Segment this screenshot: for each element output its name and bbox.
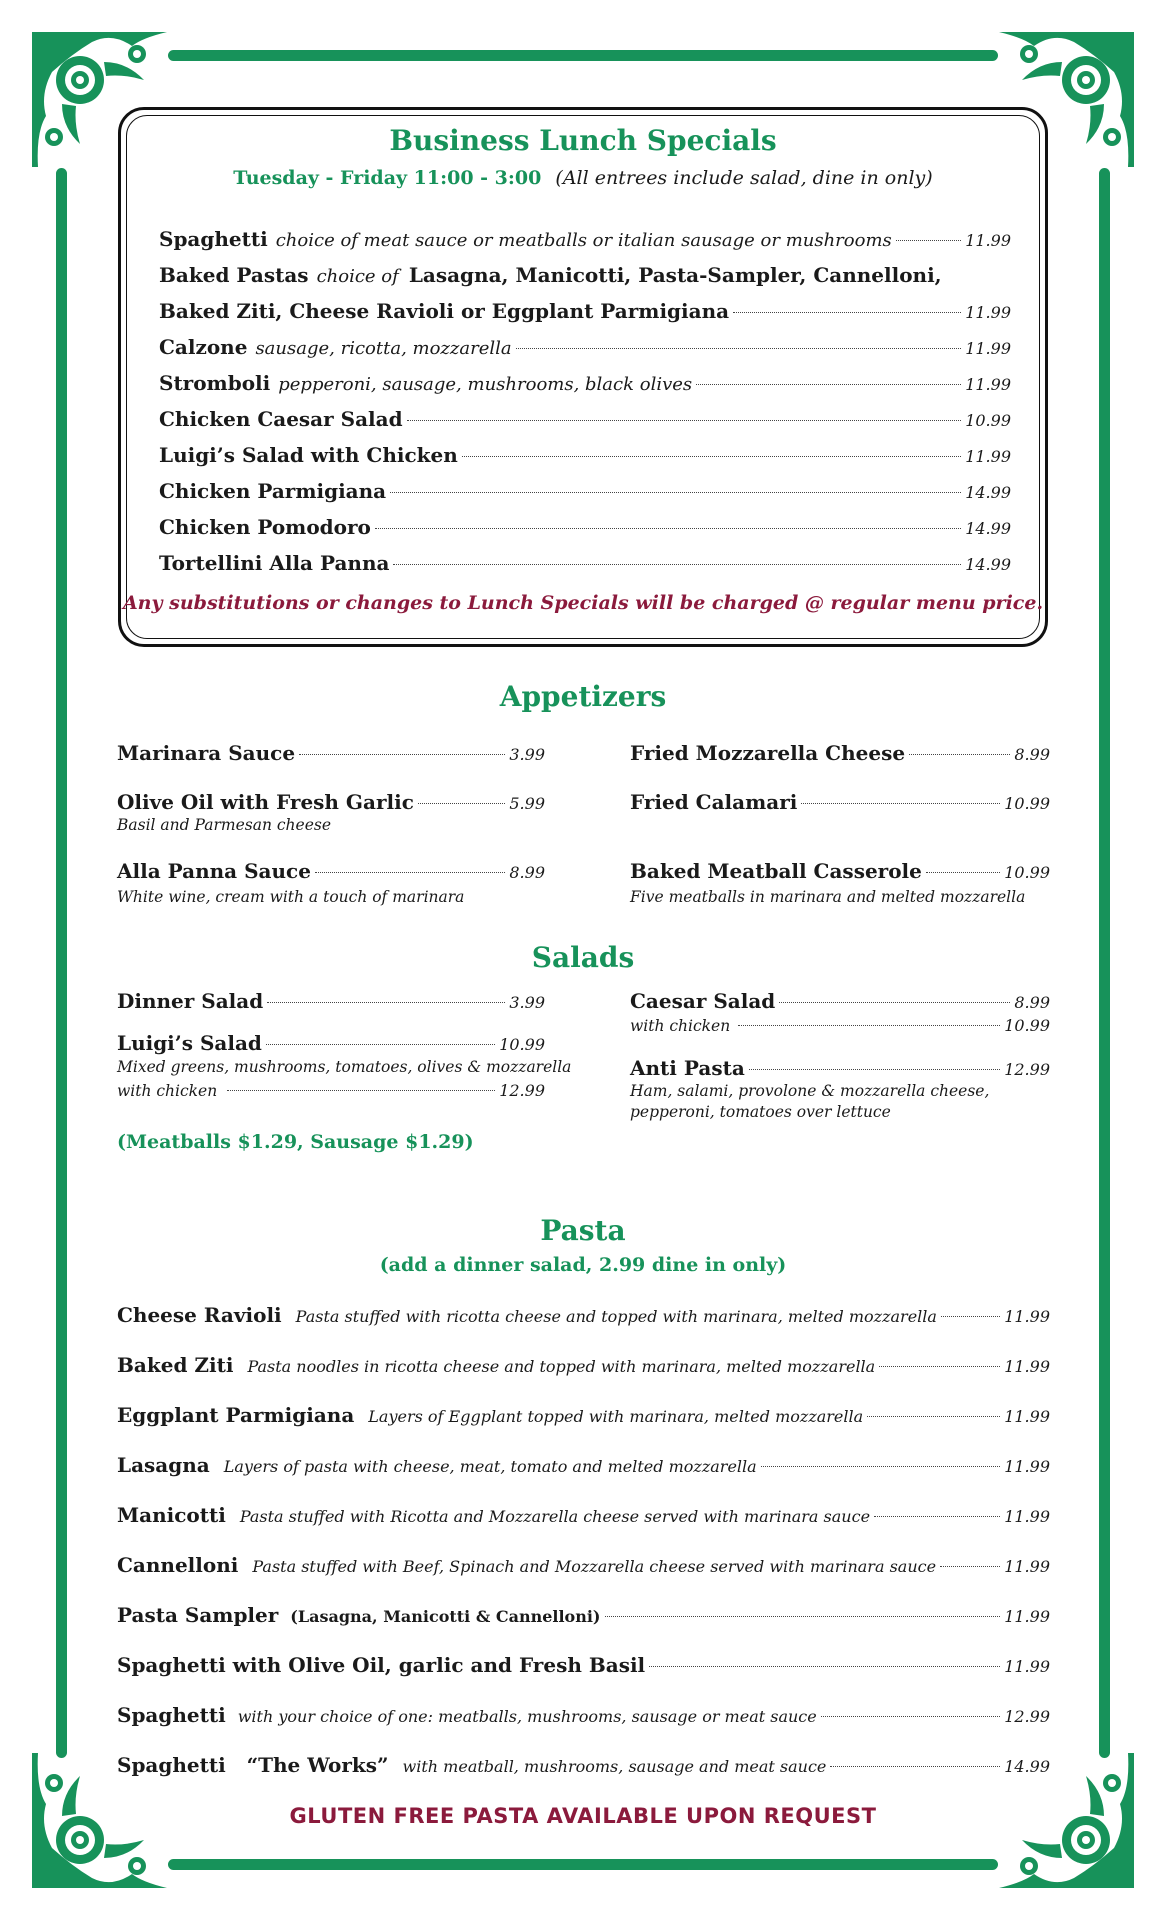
lunch-hours-line [0,167,1166,189]
pasta-item: Spaghetti with Olive Oil, garlic and Fresh Basil 11.99 [117,1653,1050,1677]
pasta-item: Cannelloni Pasta stuffed with Beef, Spinach and Mozzarella cheese served with marinara sauce 11.99 [117,1553,1050,1577]
lunch-item: Chicken Parmigiana 14.99 [159,479,1011,503]
lunch-item: Baked Pastas choice of Lasagna, Manicotti, Pasta-Sampler, Cannelloni, [159,263,942,287]
pasta-item: Manicotti Pasta stuffed with Ricotta and Mozzarella cheese served with marinara sauce 11.99 [117,1503,1050,1527]
appetizer-item: Alla Panna Sauce 8.99 [117,859,545,883]
lunch-substitution-note: Any substitutions or changes to Lunch Specials will be charged @ regular menu price. [122,592,1044,614]
lunch-item: Calzone sausage, ricotta, mozzarella 11.99 [159,335,1011,359]
lunch-hours-note: (All entrees include salad, dine in only) [555,167,933,189]
pasta-item: Pasta Sampler (Lasagna, Manicotti & Cannelloni) 11.99 [117,1603,1050,1627]
pasta-item: Spaghetti “The Works” with meatball, mushrooms, sausage and meat sauce 14.99 [117,1753,1050,1777]
appetizer-item: Baked Meatball Casserole 10.99 [630,859,1050,883]
salad-item: Luigi’s Salad 10.99 [117,1031,545,1055]
appetizer-item: Fried Mozzarella Cheese 8.99 [630,741,1050,765]
salad-note: pepperoni, tomatoes over lettuce [630,1103,891,1121]
salad-item: Anti Pasta 12.99 [630,1056,1050,1080]
salad-item: Caesar Salad 8.99 [630,989,1050,1013]
salad-note: Ham, salami, provolone & mozzarella cheese, [630,1082,990,1100]
pasta-item: Spaghetti with your choice of one: meatballs, mushrooms, sausage or meat sauce 12.99 [117,1703,1050,1727]
appetizer-note: Five meatballs in marinara and melted mozzarella [630,888,1026,906]
gluten-free-note: GLUTEN FREE PASTA AVAILABLE UPON REQUEST [289,1804,877,1828]
pasta-item: Baked Ziti Pasta noodles in ricotta cheese and topped with marinara, melted mozzarella 11.99 [117,1353,1050,1377]
lunch-item: Luigi’s Salad with Chicken 11.99 [159,443,1011,467]
salads-title: Salads [531,941,635,974]
appetizer-item: Fried Calamari 10.99 [630,790,1050,814]
appetizer-note: Basil and Parmesan cheese [117,816,331,834]
salad-item: Dinner Salad 3.99 [117,989,545,1013]
appetizer-note: White wine, cream with a touch of marinara [117,888,465,906]
lunch-hours: Tuesday - Friday 11:00 - 3:00 [233,167,542,189]
salad-option: with chicken 10.99 [630,1016,1050,1035]
pasta-item: Lasagna Layers of pasta with cheese, meat, tomato and melted mozzarella 11.99 [117,1453,1050,1477]
pasta-title: Pasta [540,1214,626,1247]
lunch-item: Stromboli pepperoni, sausage, mushrooms, black olives 11.99 [159,371,1011,395]
lunch-item: Chicken Pomodoro 14.99 [159,515,1011,539]
salad-note: Mixed greens, mushrooms, tomatoes, olives & mozzarella [117,1058,572,1076]
lunch-item: Tortellini Alla Panna 14.99 [159,551,1011,575]
frame-top-bar [168,50,998,61]
addons-note: (Meatballs $1.29, Sausage $1.29) [117,1131,474,1153]
appetizers-title: Appetizers [499,680,667,713]
lunch-title: Business Lunch Specials [389,124,777,157]
frame-bottom-bar [168,1859,998,1870]
pasta-subtitle: (add a dinner salad, 2.99 dine in only) [379,1254,787,1276]
salad-option: with chicken 12.99 [117,1081,545,1100]
lunch-item: Spaghetti choice of meat sauce or meatballs or italian sausage or mushrooms 11.99 [159,227,1011,251]
pasta-item: Cheese Ravioli Pasta stuffed with ricotta cheese and topped with marinara, melted mozzarella 11.99 [117,1303,1050,1327]
appetizer-item: Olive Oil with Fresh Garlic 5.99 [117,790,545,814]
lunch-item: Chicken Caesar Salad 10.99 [159,407,1011,431]
lunch-item-continued: Baked Ziti, Cheese Ravioli or Eggplant Parmigiana 11.99 [159,299,1011,323]
pasta-item: Eggplant Parmigiana Layers of Eggplant topped with marinara, melted mozzarella 11.99 [117,1403,1050,1427]
appetizer-item: Marinara Sauce 3.99 [117,741,545,765]
